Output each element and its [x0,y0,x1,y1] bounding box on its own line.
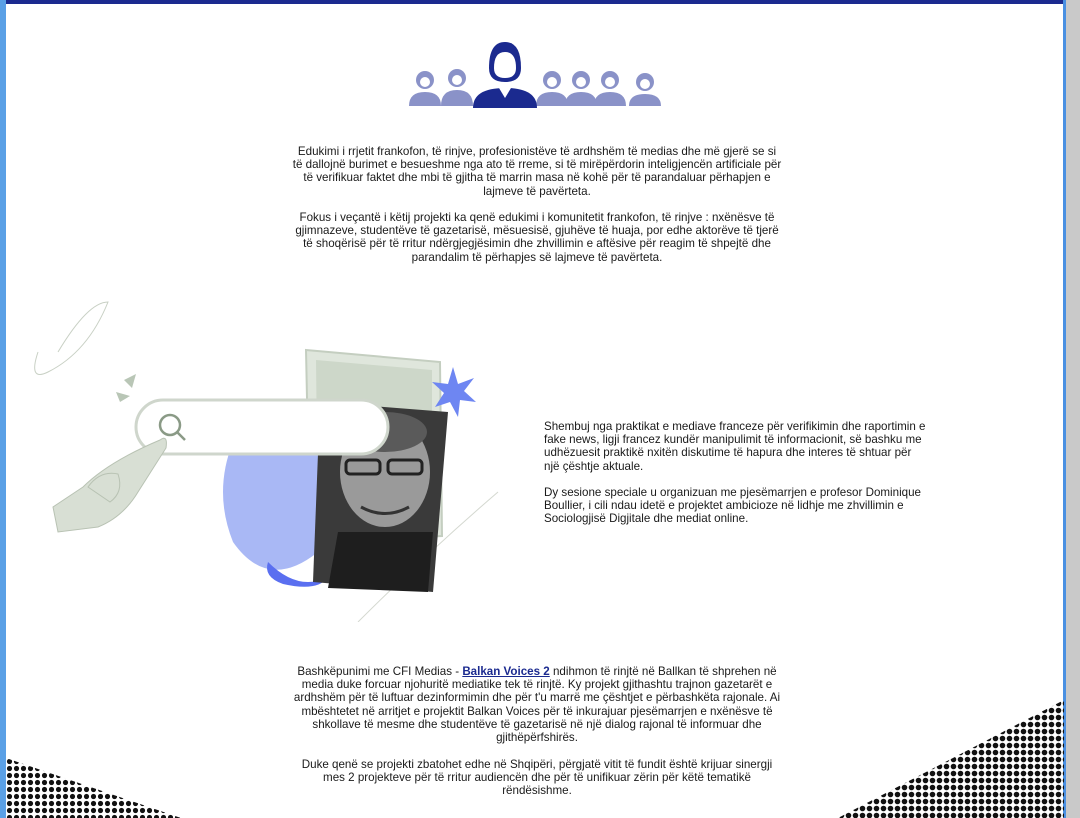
search-illustration [28,292,508,622]
right-border [1063,0,1066,818]
left-border [0,0,6,818]
examples-paragraph-1: Shembuj nga praktikat e mediave franceze për verifikimin dhe raportimin e fake news, ligji francez kundër manipulimit të informacionit, së bashku me udhëzuesit praktikë nxitën diskutime të hapura dhe interes të shtuar për një çështje aktuale. [544,420,926,473]
balkan-voices-link[interactable]: Balkan Voices 2 [462,665,550,678]
scrollbar-track[interactable] [1064,0,1080,818]
partnership-prefix: Bashkëpunimi me CFI Medias - [297,665,463,678]
intro-paragraph-1: Edukimi i rrjetit frankofon, të rinjve, profesionistëve të ardhshëm të medias dhe më gjerë se si të dallojnë burimet e besueshme nga ato të rreme, si të mirëpërdorin inteligjencën artificiale për të verifikuar faktet dhe mbi të gjitha të marrin masa në kohë për të parandaluar përhapjen e lajmeve të pavërteta. [292,145,782,198]
people-group-icon [405,38,670,110]
synergy-paragraph: Duke qenë se projekti zbatohet edhe në Shqipëri, përgjatë vitit të fundit është krijuar sinergji mes 2 projekteve për të rritur audiencën dhe për të unifikuar zërin për këtë tematikë rëndësishme. [301,758,773,798]
partnership-suffix: ndihmon të rinjtë në Ballkan të shprehen në media duke forcuar njohuritë mediatike tek të rinjtë. Ky projekt gjithashtu trajnon gazetarët e ardhshëm për të luftuar dezinformimin dhe për t'u marrë me çështjet e përbashkëta rajonale. Ai mbështetet në arritjet e projektit Balkan Voices për të inkurajuar pjesëmarrjen e nxënësve të shkollave të mesme dhe studentëve të gazetarisë në një dialog rajonal të informuar dhe gjithëpërfshirës. [293,665,781,745]
examples-paragraph-2: Dy sesione speciale u organizuan me pjesëmarrjen e profesor Dominique Boullier, i cili ndau idetë e projektet ambicioze në lidhje me zhvillimin e Sociologjisë Digjitale dhe mediat online. [544,486,921,526]
halftone-decoration-right [838,700,1064,818]
top-border [0,0,1080,4]
partnership-paragraph [292,665,782,744]
pointing-hand-icon [53,438,166,532]
intro-paragraph-2: Fokus i veçantë i këtij projekti ka qenë edukimi i komunitetit frankofon, të rinjve : nxënësve të gjimnazeve, studentëve të gazetarisë, mësuesisë, gjuhëve të huaja, por edhe aktorëve të tjerë të shoqërisë për të rritur ndërgjegjësimin dhe zhvillimin e aftësive për reagim të shpejtë dhe parandalim të përhapjes së lajmeve të pavërteta. [295,211,779,264]
halftone-decoration-left [6,758,181,818]
search-bar [136,400,388,454]
